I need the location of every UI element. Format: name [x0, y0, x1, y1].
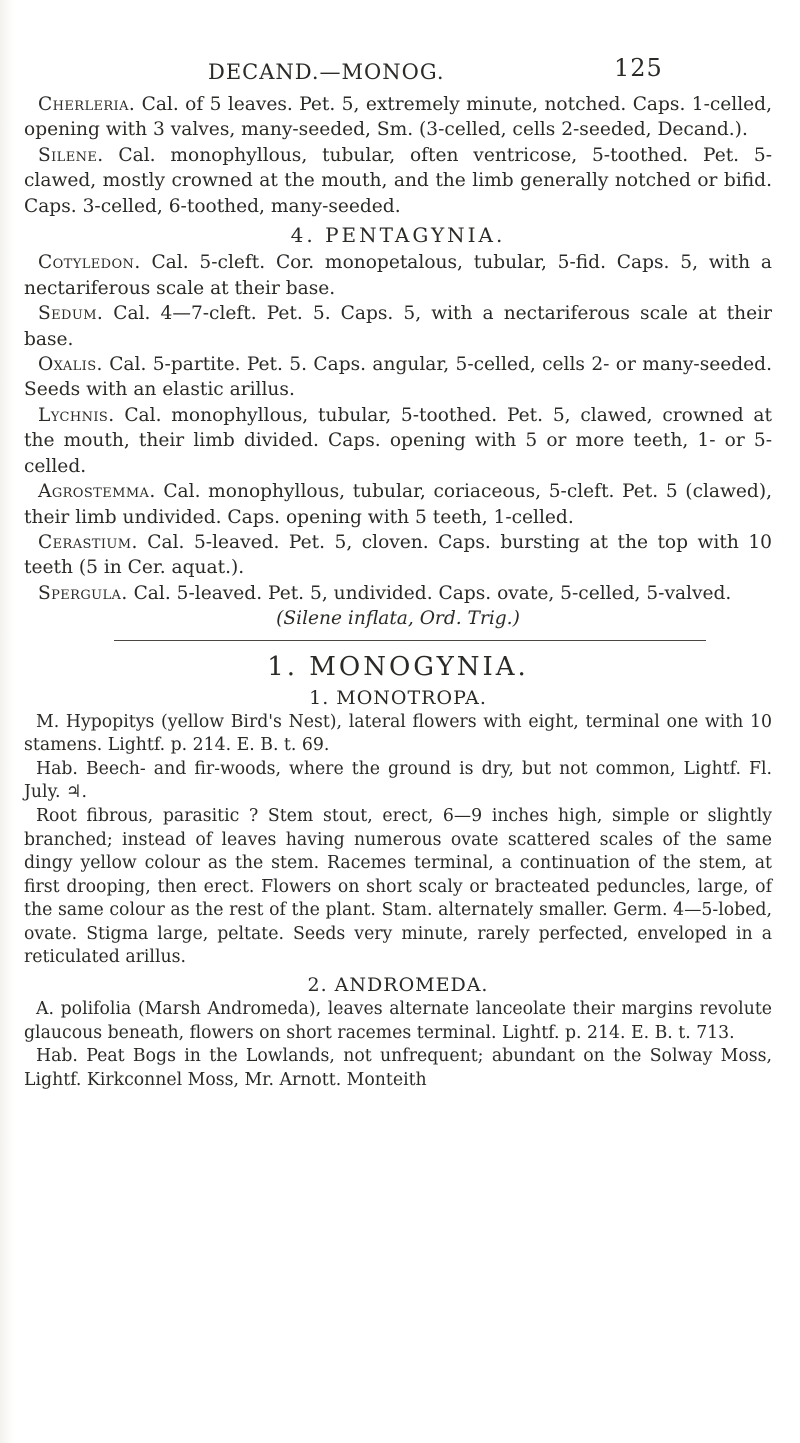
species-description: Root fibrous, parasitic ? Stem stout, erect, 6—9 inches high, simple or slightly branched; instead of leaves having numerous ovate scattered scales of the same dingy yellow colour as the stem. Racemes terminal, a continuation of the stem, at first drooping, then erect. Flowers on short scaly or bracteated peduncles, large, of the same colour as the rest of the plant. Stam. alternately smaller. Germ. 4—5-lobed, ovate. Stigma large, peltate. Seeds very minute, rarely perfected, enveloped in a reticulated arillus.: [24, 805, 772, 968]
section-divider: [114, 640, 706, 641]
genus-description: Cal. 4—7-cleft. Pet. 5. Caps. 5, with a nectariferous scale at their base.: [24, 303, 772, 350]
genus-entry-silene: [24, 143, 772, 219]
page-body: [24, 92, 772, 1092]
cross-reference-note: (Silene inflata, Ord. Trig.): [276, 608, 520, 630]
genus-name: Oxalis.: [38, 354, 103, 376]
genus-entry-cherleria: [24, 92, 772, 143]
genus-description: Cal. monophyllous, tubular, coriaceous, 5-cleft. Pet. 5 (clawed), their limb undivided. Caps. opening with 5 teeth, 1-celled.: [24, 481, 772, 528]
section-heading-pentagynia: 4. PENTAGYNIA.: [290, 223, 506, 248]
genus-description: Cal. monophyllous, tubular, often ventricose, 5-toothed. Pet. 5-clawed, mostly crowned at the mouth, and the limb generally notched or bifid. Caps. 3-celled, 6-toothed, many-seeded.: [24, 144, 772, 217]
genus-entry-lychnis: [24, 403, 772, 479]
genus-name: Spergula.: [38, 582, 128, 604]
genus-description: Cal. 5-cleft. Cor. monopetalous, tubular, 5-fid. Caps. 5, with a nectariferous scale at their base.: [24, 252, 772, 299]
genus-entry-agrostemma: [24, 479, 772, 530]
order-heading-monogynia: 1. MONOGYNIA.: [267, 651, 529, 682]
genus-description: Cal. of 5 leaves. Pet. 5, extremely minute, notched. Caps. 1-celled, opening with 3 valves, many-seeded, Sm. (3-celled, cells 2-seeded, Decand.).: [24, 94, 772, 141]
running-head: DECAND.—MONOG.: [208, 60, 445, 84]
genus-name: Cerastium.: [38, 531, 138, 553]
genus-name: Sedum.: [38, 303, 104, 325]
species-diagnosis: M. Hypopitys (yellow Bird's Nest), lateral flowers with eight, terminal one with 10 stamens. Lightf. p. 214. E. B. t. 69.: [24, 711, 772, 756]
page-header: [0, 50, 800, 90]
genus-heading-monotropa: 1. MONOTROPA.: [309, 686, 487, 709]
species-habitat: Hab. Beech- and fir-woods, where the ground is dry, but not common, Lightf. Fl. July. ♃.: [24, 758, 772, 803]
genus-entry-cotyledon: [24, 250, 772, 301]
genus-name: Cherleria.: [38, 94, 136, 115]
genus-description: Cal. 5-partite. Pet. 5. Caps. angular, 5-celled, cells 2- or many-seeded. Seeds with an elastic arillus.: [24, 354, 772, 401]
page-number: 125: [614, 54, 663, 82]
genus-description: Cal. 5-leaved. Pet. 5, cloven. Caps. bursting at the top with 10 teeth (5 in Cer. aquat.).: [24, 531, 772, 579]
genus-heading-andromeda: 2. ANDROMEDA.: [307, 974, 489, 997]
genus-entry-sedum: [24, 301, 772, 352]
species-diagnosis: A. polifolia (Marsh Andromeda), leaves alternate lanceolate their margins revolute glaucous beneath, flowers on short racemes terminal. Lightf. p. 214. E. B. t. 713.: [24, 999, 772, 1043]
genus-name: Cotyledon.: [38, 252, 141, 274]
species-block-andromeda: [24, 998, 772, 1092]
species-habitat: Hab. Peat Bogs in the Lowlands, not unfrequent; abundant on the Solway Moss, Lightf. Kirkconnel Moss, Mr. Arnott. Monteith: [24, 1046, 772, 1090]
genus-entry-spergula: [24, 581, 772, 606]
genus-entry-cerastium: [24, 530, 772, 581]
genus-entry-oxalis: [24, 352, 772, 403]
page-gutter-shadow: [0, 0, 14, 1443]
genus-description: Cal. monophyllous, tubular, 5-toothed. Pet. 5, clawed, crowned at the mouth, their limb divided. Caps. opening with 5 or more teeth, 1- or 5-celled.: [24, 404, 772, 477]
species-block-monotropa: [24, 711, 772, 971]
genus-name: Lychnis.: [38, 404, 115, 426]
genus-description: Cal. 5-leaved. Pet. 5, undivided. Caps. ovate, 5-celled, 5-valved.: [133, 582, 732, 604]
genus-name: Agrostemma.: [38, 481, 156, 503]
genus-name: Silene.: [38, 144, 104, 166]
